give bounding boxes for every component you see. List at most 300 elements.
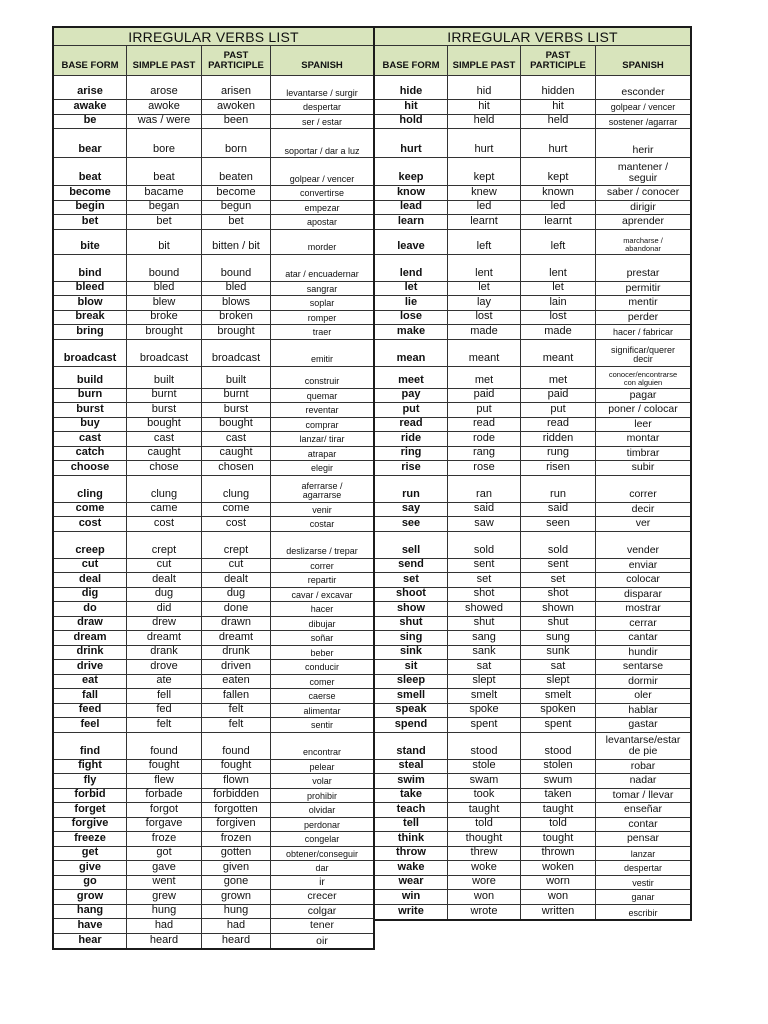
verb-row (375, 115, 690, 130)
simple-past-cell: hurt (448, 129, 521, 157)
verb-row (54, 573, 373, 588)
spanish-cell: levantarse / surgir (286, 87, 358, 98)
spanish-cell: ganar (631, 892, 655, 903)
base-form-cell: bleed (54, 282, 127, 296)
table-body (54, 76, 373, 948)
base-form-cell: feel (54, 718, 127, 732)
past-participle-cell: awoken (202, 100, 271, 114)
simple-past-cell: went (127, 876, 202, 890)
base-form-cell: hear (54, 934, 127, 949)
base-form-cell: meet (375, 367, 448, 388)
spanish-cell: tener (310, 919, 334, 932)
simple-past-cell: dreamt (127, 631, 202, 645)
spanish-cell: hacer / fabricar (612, 327, 674, 338)
simple-past-cell: gave (127, 861, 202, 875)
verb-row (375, 158, 690, 186)
verb-row (54, 367, 373, 389)
base-form-cell: creep (54, 532, 127, 558)
base-form-cell: ring (375, 447, 448, 461)
table-body (375, 76, 690, 919)
spanish-cell: mentir (628, 296, 658, 309)
verb-row (54, 847, 373, 862)
spanish-cell (596, 340, 690, 366)
past-participle-cell: brought (202, 325, 271, 339)
simple-past-cell: had (127, 919, 202, 933)
verb-row (375, 517, 690, 532)
spanish-cell: lanzar/ tirar (299, 434, 345, 445)
base-form-cell: write (375, 905, 448, 920)
base-form-cell: see (375, 517, 448, 531)
simple-past-cell: read (448, 418, 521, 432)
spanish-cell: gastar (628, 718, 658, 731)
past-participle-cell: beaten (202, 158, 271, 185)
simple-past-cell: awoke (127, 100, 202, 114)
spanish-cell: herir (632, 143, 654, 156)
past-participle-cell: shown (521, 602, 596, 616)
simple-past-cell: thought (448, 832, 521, 846)
verb-row (375, 602, 690, 617)
spanish-cell: atrapar (307, 448, 337, 459)
past-participle-cell: won (521, 890, 596, 904)
spanish-cell: convertirse (299, 188, 344, 199)
verb-row (54, 340, 373, 367)
spanish-cell: tomar / llevar (612, 788, 674, 801)
spanish-cell: leer (634, 417, 652, 430)
past-participle-cell: let (521, 282, 596, 296)
spanish-cell: esconder (621, 85, 665, 98)
base-form-cell: drive (54, 660, 127, 674)
base-form-cell: be (54, 115, 127, 129)
spanish-text: levantarse/estar de pie (605, 734, 681, 758)
simple-past-cell: forgave (127, 818, 202, 832)
table-title: IRREGULAR VERBS LIST (54, 28, 373, 46)
verb-row (54, 660, 373, 675)
spanish-cell: enviar (628, 558, 658, 571)
past-participle-cell: bound (202, 255, 271, 281)
header-base-form: BASE FORM (54, 46, 127, 75)
base-form-cell: bear (54, 129, 127, 157)
base-form-cell: learn (375, 215, 448, 229)
spanish-cell: empezar (304, 202, 340, 213)
base-form-cell: get (54, 847, 127, 861)
verb-row (54, 215, 373, 230)
verb-row (375, 646, 690, 661)
simple-past-cell: dealt (127, 573, 202, 587)
base-form-cell: cling (54, 476, 127, 502)
past-participle-cell: had (202, 919, 271, 933)
simple-past-cell: bacame (127, 186, 202, 200)
simple-past-cell: cut (127, 559, 202, 573)
spanish-cell: oir (316, 934, 328, 947)
verb-row (375, 447, 690, 462)
past-participle-cell: written (521, 905, 596, 920)
spanish-cell: colocar (626, 573, 660, 586)
spanish-cell: dar (315, 863, 329, 874)
spanish-cell: oler (634, 689, 652, 702)
simple-past-cell: won (448, 890, 521, 904)
verb-row (54, 588, 373, 603)
simple-past-cell: drew (127, 617, 202, 631)
base-form-cell: cost (54, 517, 127, 531)
spanish-cell: quemar (306, 390, 338, 401)
simple-past-cell: taught (448, 803, 521, 817)
base-form-cell: hold (375, 115, 448, 129)
base-form-cell: cast (54, 432, 127, 446)
past-participle-cell: broadcast (202, 340, 271, 366)
simple-past-cell: got (127, 847, 202, 861)
verb-row (54, 890, 373, 905)
simple-past-cell: took (448, 789, 521, 803)
spanish-cell (596, 367, 690, 388)
base-form-cell: broadcast (54, 340, 127, 366)
simple-past-cell: fought (127, 760, 202, 774)
base-form-cell: burst (54, 403, 127, 417)
simple-past-cell: knew (448, 186, 521, 200)
spanish-cell: romper (307, 312, 337, 323)
verb-row (375, 774, 690, 789)
verb-row (375, 789, 690, 804)
base-form-cell: fly (54, 774, 127, 788)
past-participle-cell: sent (521, 559, 596, 573)
spanish-cell: pensar (626, 832, 660, 845)
past-participle-cell: bought (202, 418, 271, 432)
simple-past-cell: slept (448, 675, 521, 689)
spanish-cell: despertar (302, 102, 342, 113)
past-participle-cell: grown (202, 890, 271, 904)
simple-past-cell: began (127, 201, 202, 215)
spanish-text: conocer/encontrarse con alguien (608, 369, 678, 387)
spanish-cell: contar (628, 817, 658, 830)
past-participle-cell: shot (521, 588, 596, 602)
header-spanish: SPANISH (622, 60, 664, 72)
verb-row (54, 186, 373, 201)
base-form-cell: steal (375, 760, 448, 774)
simple-past-cell: showed (448, 602, 521, 616)
simple-past-cell: sat (448, 660, 521, 674)
past-participle-cell: held (521, 115, 596, 129)
simple-past-cell: stood (448, 733, 521, 759)
past-participle-cell: caught (202, 447, 271, 461)
base-form-cell: catch (54, 447, 127, 461)
spanish-cell: cantar (628, 631, 658, 644)
past-participle-cell: dug (202, 588, 271, 602)
spanish-cell: poner / colocar (608, 403, 678, 416)
past-participle-cell: lain (521, 296, 596, 310)
past-participle-cell: flown (202, 774, 271, 788)
past-participle-cell: ridden (521, 432, 596, 446)
base-form-cell: wear (375, 876, 448, 890)
past-participle-cell: forbidden (202, 789, 271, 803)
simple-past-cell: bled (127, 282, 202, 296)
past-participle-cell: burst (202, 403, 271, 417)
base-form-cell: hit (375, 100, 448, 114)
header-simple-past: SIMPLE PAST (127, 46, 202, 75)
verb-row (54, 789, 373, 804)
verb-row (54, 311, 373, 326)
simple-past-cell: dug (127, 588, 202, 602)
base-form-cell: throw (375, 847, 448, 861)
simple-past-cell: rose (448, 461, 521, 475)
verb-row (375, 588, 690, 603)
base-form-cell: know (375, 186, 448, 200)
past-participle-cell: forgiven (202, 818, 271, 832)
verb-row (375, 325, 690, 340)
verb-row (54, 733, 373, 760)
spanish-cell: lanzar (630, 848, 656, 859)
spanish-cell: atar / encuadernar (285, 269, 359, 280)
header-spanish: SPANISH (301, 60, 343, 72)
simple-past-cell: chose (127, 461, 202, 475)
spanish-cell: volar (312, 776, 332, 787)
spanish-cell: prestar (626, 267, 660, 280)
spanish-cell: colgar (307, 904, 337, 917)
spanish-cell: ver (635, 517, 651, 530)
spanish-cell: obtener/conseguir (285, 848, 359, 859)
past-participle-cell: broken (202, 311, 271, 325)
simple-past-cell: learnt (448, 215, 521, 229)
spanish-cell: permitir (625, 281, 661, 294)
base-form-cell: fight (54, 760, 127, 774)
simple-past-cell: saw (448, 517, 521, 531)
base-form-cell: find (54, 733, 127, 759)
spanish-cell: soñar (310, 633, 334, 644)
verb-row (375, 129, 690, 158)
verb-row (54, 158, 373, 186)
verb-row (54, 447, 373, 462)
header-past-participle: PAST PARTICIPLE (521, 46, 596, 75)
base-form-cell: rise (375, 461, 448, 475)
verb-row (375, 532, 690, 559)
verb-row (375, 389, 690, 404)
base-form-cell: dream (54, 631, 127, 645)
simple-past-cell: caught (127, 447, 202, 461)
base-form-cell: think (375, 832, 448, 846)
base-form-cell: sleep (375, 675, 448, 689)
verb-row (375, 905, 690, 920)
simple-past-cell: cost (127, 517, 202, 531)
verb-row (375, 573, 690, 588)
simple-past-cell: felt (127, 718, 202, 732)
simple-past-cell: bore (127, 129, 202, 157)
past-participle-cell: drunk (202, 646, 271, 660)
spanish-cell: soplar (309, 298, 335, 309)
spanish-cell: apostar (306, 217, 338, 228)
base-form-cell: run (375, 476, 448, 502)
spanish-cell: hacer (310, 604, 334, 615)
past-participle-cell: drawn (202, 617, 271, 631)
past-participle-cell: taken (521, 789, 596, 803)
past-participle-cell: bet (202, 215, 271, 229)
base-form-cell: forget (54, 803, 127, 817)
base-form-cell: ride (375, 432, 448, 446)
header-past-participle: PAST PARTICIPLE (202, 46, 271, 75)
simple-past-cell: meant (448, 340, 521, 366)
verb-row (54, 689, 373, 704)
spanish-cell: alimentar (303, 705, 341, 716)
base-form-cell: forbid (54, 789, 127, 803)
verb-row (375, 876, 690, 891)
spanish-cell: sangrar (306, 283, 338, 294)
past-participle-cell: spoken (521, 704, 596, 718)
spanish-cell: golpear / vencer (289, 173, 355, 184)
past-participle-cell: cast (202, 432, 271, 446)
verb-row (375, 861, 690, 876)
spanish-cell: dirigir (630, 200, 656, 213)
past-participle-cell: smelt (521, 689, 596, 703)
table-title: IRREGULAR VERBS LIST (375, 28, 690, 46)
verb-row (54, 919, 373, 934)
base-form-cell: hide (375, 76, 448, 99)
base-form-cell: bring (54, 325, 127, 339)
past-participle-cell: become (202, 186, 271, 200)
simple-past-cell: lent (448, 255, 521, 281)
simple-past-cell: made (448, 325, 521, 339)
verb-row (54, 76, 373, 100)
verb-row (54, 803, 373, 818)
simple-past-cell: sold (448, 532, 521, 558)
verb-row (375, 201, 690, 216)
spanish-cell: sostener /agarrar (608, 116, 678, 127)
simple-past-cell: hit (448, 100, 521, 114)
verb-row (375, 704, 690, 719)
spanish-cell: construir (304, 376, 340, 387)
simple-past-cell: smelt (448, 689, 521, 703)
verb-row (54, 774, 373, 789)
past-participle-cell: learnt (521, 215, 596, 229)
past-participle-cell: set (521, 573, 596, 587)
simple-past-cell: clung (127, 476, 202, 502)
spanish-text: significar/querer decir (610, 344, 676, 365)
base-form-cell: sit (375, 660, 448, 674)
base-form-cell: draw (54, 617, 127, 631)
past-participle-cell: blows (202, 296, 271, 310)
base-form-cell: bind (54, 255, 127, 281)
simple-past-cell: hid (448, 76, 521, 99)
base-form-cell: speak (375, 704, 448, 718)
base-form-cell: go (54, 876, 127, 890)
base-form-cell: send (375, 559, 448, 573)
verb-row (54, 760, 373, 775)
past-participle-cell: arisen (202, 76, 271, 99)
simple-past-cell: came (127, 503, 202, 517)
simple-past-cell: fed (127, 704, 202, 718)
past-participle-cell: gotten (202, 847, 271, 861)
past-participle-cell: rung (521, 447, 596, 461)
spanish-cell: traer (312, 327, 332, 338)
base-form-cell: sink (375, 646, 448, 660)
past-participle-cell: forgotten (202, 803, 271, 817)
base-form-cell: shut (375, 617, 448, 631)
verb-row (54, 432, 373, 447)
past-participle-cell: left (521, 230, 596, 254)
simple-past-cell: told (448, 818, 521, 832)
past-participle-cell: slept (521, 675, 596, 689)
simple-past-cell: swam (448, 774, 521, 788)
simple-past-cell: drove (127, 660, 202, 674)
base-form-cell: shoot (375, 588, 448, 602)
spanish-text: aferrarse / agarrarse (301, 480, 343, 501)
verb-row (54, 129, 373, 158)
simple-past-cell: threw (448, 847, 521, 861)
simple-past-cell: wrote (448, 905, 521, 920)
past-participle-cell: kept (521, 158, 596, 185)
past-participle-cell: gone (202, 876, 271, 890)
spanish-cell: vestir (632, 877, 654, 888)
verb-row (54, 905, 373, 920)
spanish-cell: pagar (629, 388, 657, 401)
base-form-cell: put (375, 403, 448, 417)
verb-row (54, 201, 373, 216)
past-participle-cell: burnt (202, 389, 271, 403)
past-participle-cell: known (521, 186, 596, 200)
simple-past-cell: bound (127, 255, 202, 281)
base-form-cell: awake (54, 100, 127, 114)
past-participle-cell: sung (521, 631, 596, 645)
past-participle-cell: woken (521, 861, 596, 875)
verb-row (375, 476, 690, 503)
simple-past-cell: let (448, 282, 521, 296)
simple-past-cell: shot (448, 588, 521, 602)
verb-row (375, 403, 690, 418)
past-participle-cell: hit (521, 100, 596, 114)
simple-past-cell: brought (127, 325, 202, 339)
base-form-cell: lose (375, 311, 448, 325)
verb-row (54, 617, 373, 632)
spanish-cell (596, 230, 690, 254)
past-participle-cell: hidden (521, 76, 596, 99)
base-form-cell: bet (54, 215, 127, 229)
past-participle-cell: lost (521, 311, 596, 325)
verb-row (54, 403, 373, 418)
spanish-cell: perder (627, 310, 659, 323)
base-form-cell: freeze (54, 832, 127, 846)
past-participle-cell: shut (521, 617, 596, 631)
simple-past-cell: kept (448, 158, 521, 185)
past-participle-cell: spent (521, 718, 596, 732)
past-participle-cell: swum (521, 774, 596, 788)
verb-row (375, 818, 690, 833)
base-form-cell: forgive (54, 818, 127, 832)
spanish-cell: morder (307, 242, 337, 253)
verb-row (54, 517, 373, 532)
simple-past-cell: lost (448, 311, 521, 325)
spanish-cell: encontrar (302, 747, 342, 758)
spanish-cell: reventar (305, 405, 339, 416)
simple-past-cell: heard (127, 934, 202, 949)
past-participle-cell: sunk (521, 646, 596, 660)
verb-row (54, 389, 373, 404)
base-form-cell: cut (54, 559, 127, 573)
past-participle-cell: dealt (202, 573, 271, 587)
base-form-cell: choose (54, 461, 127, 475)
table-header-row (54, 46, 373, 76)
past-participle-cell: found (202, 733, 271, 759)
verb-row (54, 503, 373, 518)
base-form-cell: tell (375, 818, 448, 832)
base-form-cell: set (375, 573, 448, 587)
simple-past-cell: froze (127, 832, 202, 846)
spanish-cell: decir (631, 502, 655, 515)
spanish-text: mantener / seguir (617, 160, 669, 184)
spanish-cell: golpear / vencer (610, 102, 676, 113)
spanish-cell: repartir (307, 575, 337, 586)
simple-past-cell: broadcast (127, 340, 202, 366)
spanish-cell: escribir (628, 907, 658, 918)
verb-row (375, 803, 690, 818)
past-participle-cell: given (202, 861, 271, 875)
past-participle-cell: stolen (521, 760, 596, 774)
verb-row (375, 432, 690, 447)
